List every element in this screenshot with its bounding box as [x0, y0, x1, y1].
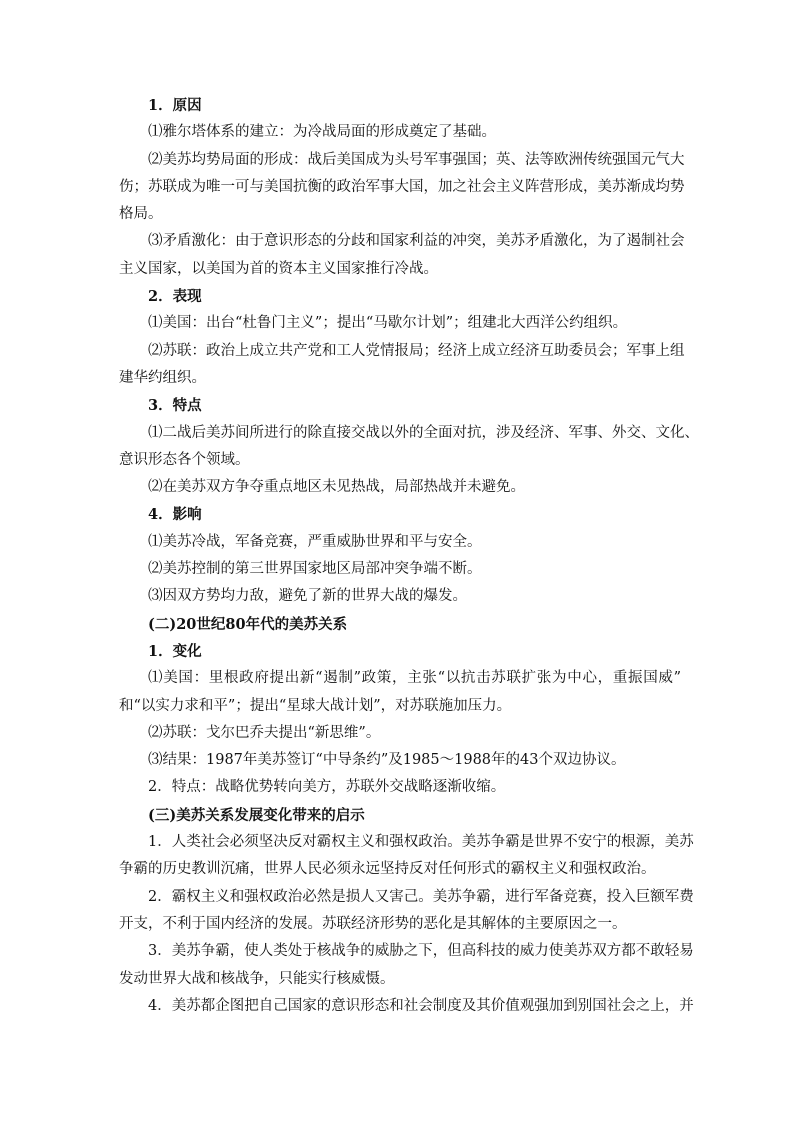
paragraph-line: ⑴二战后美苏间所进行的除直接交战以外的全面对抗，涉及经济、军事、外交、文化、 [148, 424, 699, 441]
paragraph-line: 主义国家，以美国为首的资本主义国家推行冷战。 [119, 260, 438, 277]
paragraph-line: ⑵美苏控制的第三世界国家地区局部冲突争端不断。 [148, 561, 482, 578]
paragraph-line: ⑵美苏均势局面的形成：战后美国成为头号军事强国；英、法等欧洲传统强国元气大 [148, 151, 685, 168]
paragraph-line: 意识形态各个领域。 [119, 451, 250, 468]
paragraph-line: ⑶因双方势均力敌，避免了新的世界大战的爆发。 [148, 588, 467, 605]
section-heading-features: 3．特点 [148, 397, 202, 415]
paragraph-line: 和“以实力求和平”；提出“星球大战计划”，对苏联施加压力。 [119, 697, 512, 714]
paragraph-line: ⑴美国：出台“杜鲁门主义”；提出“马歇尔计划”；组建北大西洋公约组织。 [148, 315, 628, 332]
document-body [119, 92, 699, 1020]
paragraph-line: ⑵苏联：政治上成立共产党和工人党情报局；经济上成立经济互助委员会；军事上组 [148, 342, 685, 359]
paragraph-line: ⑴美苏冷战，军备竞赛，严重威胁世界和平与安全。 [148, 533, 482, 550]
section-heading-causes: 1．原因 [148, 97, 202, 114]
paragraph-line: 1．人类社会必须坚决反对霸权主义和强权政治。美苏争霸是世界不安宁的根源，美苏 [148, 834, 694, 851]
paragraph-line: ⑵苏联：戈尔巴乔夫提出“新思维”。 [148, 724, 381, 741]
paragraph-line: 开支，不利于国内经济的发展。苏联经济形势的恶化是其解体的主要原因之一。 [119, 915, 627, 932]
paragraph-line: ⑶矛盾激化：由于意识形态的分歧和国家利益的冲突，美苏矛盾激化，为了遏制社会 [148, 233, 685, 250]
section-heading-1980s: (二)20世纪80年代的美苏关系 [148, 615, 348, 633]
paragraph-line: 建华约组织。 [119, 369, 206, 386]
section-heading-manifestations: 2．表现 [148, 288, 202, 306]
paragraph-line: ⑵在美苏双方争夺重点地区未见热战，局部热战并未避免。 [148, 479, 525, 496]
paragraph-line: ⑴美国：里根政府提出新“遏制”政策，主张“以抗击苏联扩张为中心，重振国威” [148, 670, 681, 687]
paragraph-line: 伤；苏联成为唯一可与美国抗衡的政治军事大国，加之社会主义阵营形成，美苏渐成均势 [119, 178, 685, 195]
section-heading-impact: 4．影响 [148, 506, 202, 524]
paragraph-line: 争霸的历史教训沉痛，世界人民必须永远坚持反对任何形式的霸权主义和强权政治。 [119, 861, 656, 878]
paragraph-line: 3．美苏争霸，使人类处于核战争的威胁之下，但高科技的威力使美苏双方都不敢轻易 [148, 943, 694, 960]
paragraph-line: 2．特点：战略优势转向美方，苏联外交战略逐渐收缩。 [148, 779, 506, 796]
paragraph-line: 2．霸权主义和强权政治必然是损人又害己。美苏争霸，进行军备竞赛，投入巨额军费 [148, 888, 694, 905]
paragraph-line: 格局。 [119, 206, 163, 223]
paragraph-line: 发动世界大战和核战争，只能实行核威慑。 [119, 970, 395, 987]
paragraph-line: 4．美苏都企图把自己国家的意识形态和社会制度及其价值观强加到别国社会之上，并 [148, 997, 694, 1014]
section-heading-changes: 1．变化 [148, 642, 202, 660]
paragraph-line: ⑴雅尔塔体系的建立：为冷战局面的形成奠定了基础。 [148, 124, 496, 141]
paragraph-line: ⑶结果：1987年美苏签订“中导条约”及1985～1988年的43个双边协议。 [148, 752, 626, 769]
section-heading-lessons: (三)美苏关系发展变化带来的启示 [148, 806, 365, 824]
